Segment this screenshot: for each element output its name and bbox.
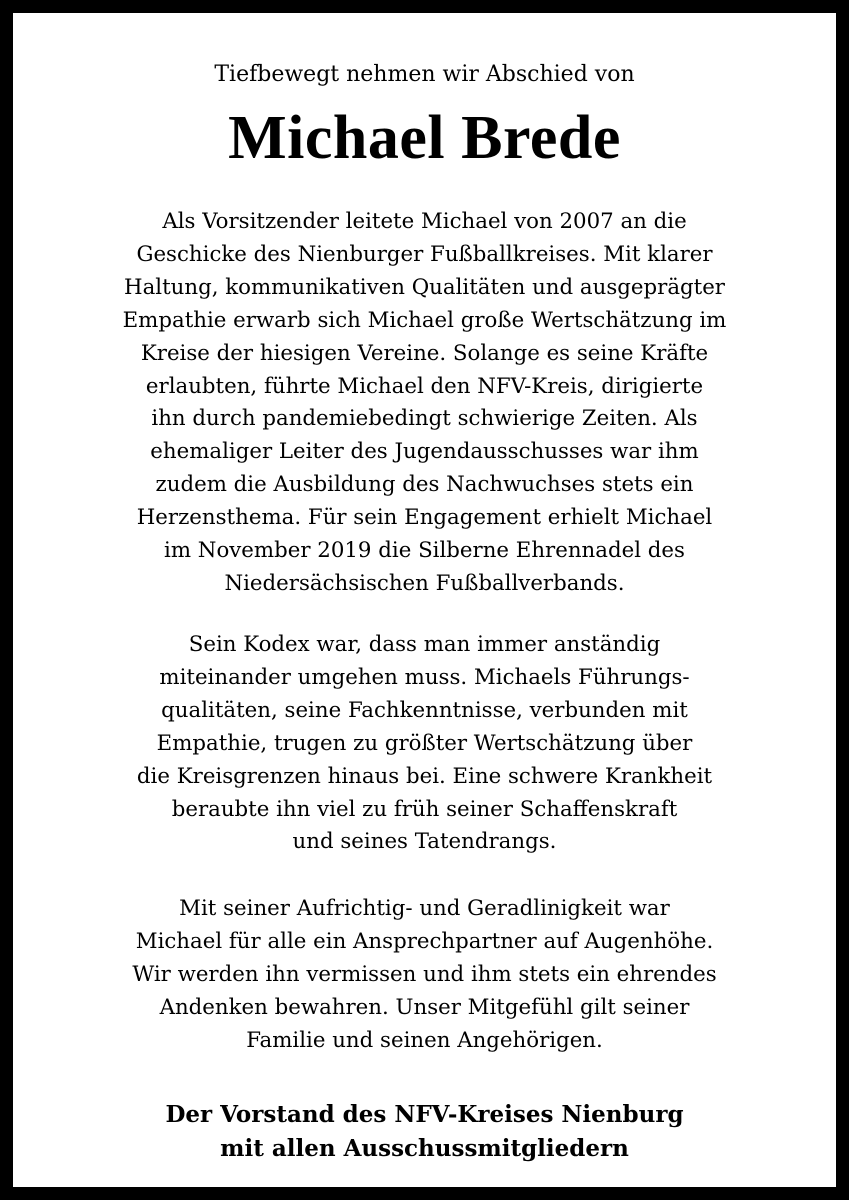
text-line: Niedersächsischen Fußballverbands. xyxy=(224,570,625,596)
paragraph-tribute xyxy=(53,206,796,601)
text-line: Herzensthema. Für sein Engagement erhielt Michael xyxy=(136,505,713,531)
text-line: erlaubten, führte Michael den NFV-Kreis, dirigierte xyxy=(145,373,704,399)
text-line: qualitäten, seine Fachkenntnisse, verbunden mit xyxy=(161,697,688,723)
text-line: und seines Tatendrangs. xyxy=(292,829,557,855)
text-line: Geschicke des Nienburger Fußballkreises. Mit klarer xyxy=(136,241,713,267)
intro-line: Tiefbewegt nehmen wir Abschied von xyxy=(214,62,635,87)
text-line: miteinander umgehen muss. Michaels Führungs- xyxy=(159,664,690,690)
text-line: zudem die Ausbildung des Nachwuchses stets ein xyxy=(155,472,694,498)
text-line: ehemaliger Leiter des Jugendausschusses war ihm xyxy=(150,439,699,465)
text-line: Empathie erwarb sich Michael große Wertschätzung im xyxy=(122,307,727,333)
signature-line: mit allen Ausschussmitgliedern xyxy=(220,1135,629,1162)
text-line: Michael für alle ein Ansprechpartner auf Augenhöhe. xyxy=(135,928,714,954)
text-line: Andenken bewahren. Unser Mitgefühl gilt seiner xyxy=(159,994,690,1020)
text-line: Empathie, trugen zu größter Wertschätzung über xyxy=(156,730,693,756)
text-line: Mit seiner Aufrichtig- und Geradlinigkeit war xyxy=(179,896,670,921)
text-line: Sein Kodex war, dass man immer anständig xyxy=(188,632,661,657)
deceased-name: Michael Brede xyxy=(228,104,621,172)
paragraph-codex xyxy=(53,629,796,859)
text-line: Haltung, kommunikativen Qualitäten und ausgeprägter xyxy=(124,274,725,300)
text-line: Als Vorsitzender leitete Michael von 2007 an die xyxy=(162,209,687,234)
text-line: beraubte ihn viel zu früh seiner Schaffenskraft xyxy=(171,796,678,822)
text-line: Kreise der hiesigen Vereine. Solange es seine Kräfte xyxy=(140,340,709,366)
text-line: Familie und seinen Angehörigen. xyxy=(246,1027,603,1053)
text-line: die Kreisgrenzen hinaus bei. Eine schwere Krankheit xyxy=(136,763,713,789)
text-line: Wir werden ihn vermissen und ihm stets ein ehrendes xyxy=(132,961,717,987)
text-line: im November 2019 die Silberne Ehrennadel des xyxy=(164,538,685,564)
signature-line: Der Vorstand des NFV-Kreises Nienburg xyxy=(165,1101,684,1128)
text-line: ihn durch pandemiebedingt schwierige Zeiten. Als xyxy=(151,406,698,432)
paragraph-farewell xyxy=(53,893,796,1058)
signature-block xyxy=(53,1098,796,1166)
